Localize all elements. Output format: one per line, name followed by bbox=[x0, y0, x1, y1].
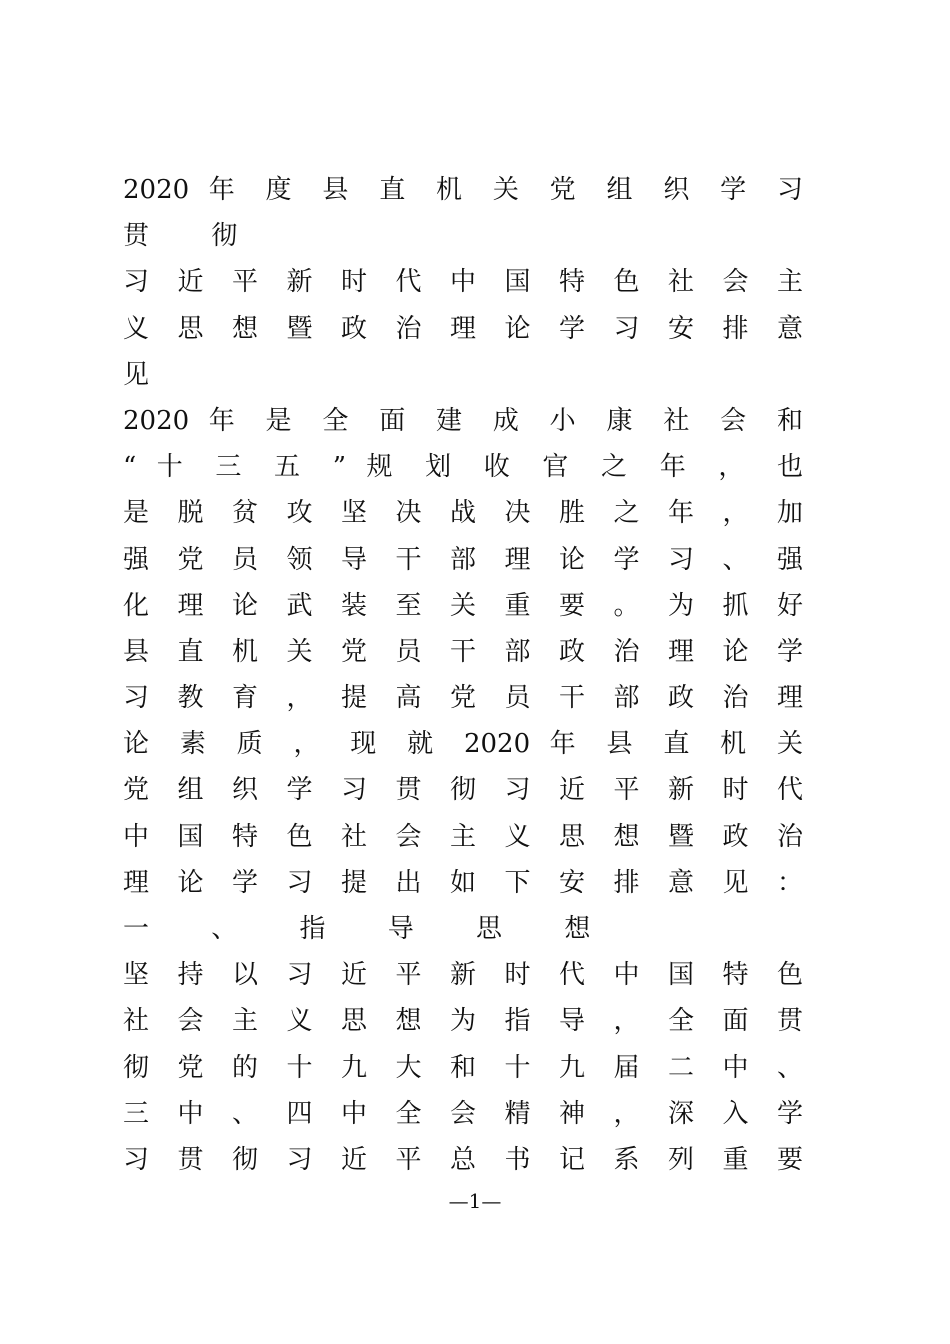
text-line: 见 bbox=[123, 359, 177, 390]
text-line: 理 论 学 习 提 出 如 下 安 排 意 见 ： bbox=[123, 867, 803, 898]
page-number: —1— bbox=[448, 1189, 502, 1213]
text-line: 县 直 机 关 党 员 干 部 政 治 理 论 学 bbox=[123, 636, 803, 667]
text-line: 2020 年 是 全 面 建 成 小 康 社 会 和 bbox=[123, 405, 803, 436]
text-line: 习 教 育 ， 提 高 党 员 干 部 政 治 理 bbox=[123, 683, 803, 714]
text-line: 化 理 论 武 装 至 关 重 要 。 为 抓 好 bbox=[123, 590, 803, 621]
text-line: “ 十 三 五 ” 规 划 收 官 之 年 ， 也 bbox=[123, 452, 803, 483]
text-line: 贯 彻 bbox=[123, 221, 265, 252]
text-line: 是 脱 贫 攻 坚 决 战 决 胜 之 年 ， 加 bbox=[123, 498, 803, 529]
text-line: 三 中 、 四 中 全 会 精 神 ， 深 入 学 bbox=[123, 1098, 803, 1129]
text-line: 2020 年 度 县 直 机 关 党 组 织 学 习 bbox=[123, 175, 803, 205]
text-line: 坚 持 以 习 近 平 新 时 代 中 国 特 色 bbox=[123, 960, 803, 991]
text-line: 社 会 主 义 思 想 为 指 导 ， 全 面 贯 bbox=[123, 1006, 803, 1037]
text-line: 中 国 特 色 社 会 主 义 思 想 暨 政 治 bbox=[123, 821, 803, 852]
text-line: 习 近 平 新 时 代 中 国 特 色 社 会 主 bbox=[123, 267, 803, 298]
text-line: 习 贯 彻 习 近 平 总 书 记 系 列 重 要 bbox=[123, 1144, 803, 1175]
text-line: 一 、 指 导 思 想 bbox=[123, 914, 618, 944]
text-line: 论 素 质 ， 现 就 2020 年 县 直 机 关 bbox=[123, 729, 803, 760]
text-line: 强 党 员 领 导 干 部 理 论 学 习 、 强 bbox=[123, 544, 803, 575]
text-line: 义 思 想 暨 政 治 理 论 学 习 安 排 意 bbox=[123, 313, 803, 344]
text-line: 党 组 织 学 习 贯 彻 习 近 平 新 时 代 bbox=[123, 775, 803, 806]
document-body bbox=[123, 167, 803, 1183]
text-line: 彻 党 的 十 九 大 和 十 九 届 二 中 、 bbox=[123, 1052, 803, 1083]
